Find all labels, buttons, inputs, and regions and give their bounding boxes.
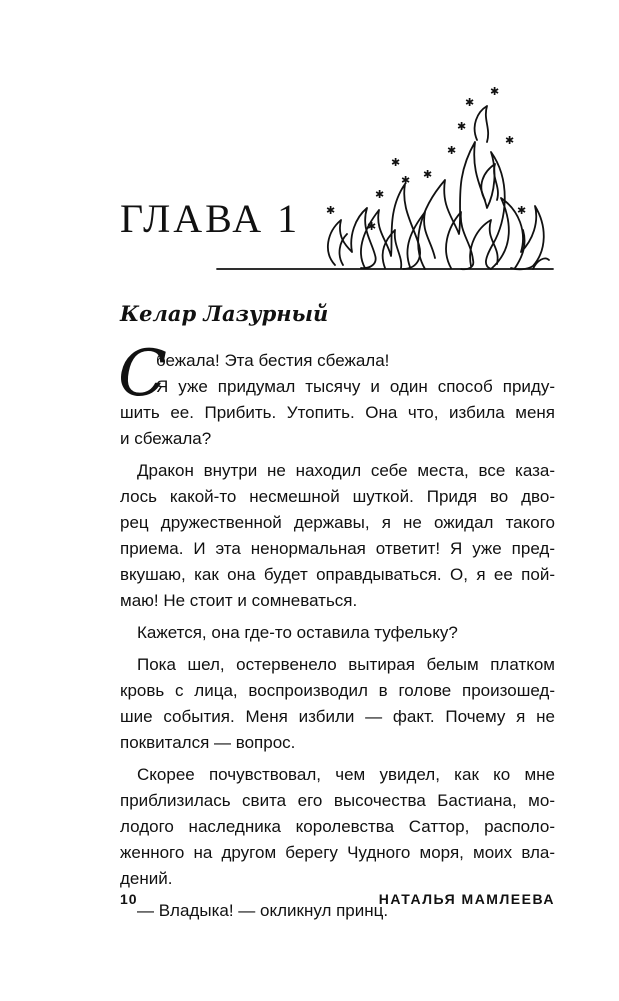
text-line: дений. (120, 869, 173, 888)
drop-cap: С (118, 337, 167, 411)
text-line: маю! Не стоит и сомневаться. (120, 591, 358, 610)
text-line: приема. И эта ненормальная ответит! Я уже пред- (120, 539, 555, 558)
text-line: Пока шел, остервенело вытирая белым платком (137, 655, 555, 674)
spark-icon: ✱ (505, 134, 515, 147)
spark-icon: ✱ (391, 156, 401, 169)
paragraph (118, 337, 555, 452)
paragraph (120, 620, 555, 646)
paragraph (120, 458, 555, 614)
text-line: поквитался — вопрос. (120, 733, 296, 752)
spark-icon: ✱ (457, 120, 467, 133)
text-line: Кажется, она где-то оставила туфельку? (137, 623, 458, 642)
spark-icon: ✱ (447, 144, 457, 157)
text-line: женного на другом берегу Чудного моря, моих вла- (120, 843, 555, 862)
text-line: лось какой-то несмешной шуткой. Придя во дво- (120, 487, 555, 506)
spark-icon: ✱ (517, 204, 527, 217)
text-line: бежала! Эта бестия сбежала! (156, 351, 390, 370)
text-line: шить ее. Прибить. Утопить. Она что, избила меня (120, 403, 555, 422)
text-line: рец дружественной державы, я не ожидал такого (120, 513, 555, 532)
spark-icon: ✱ (465, 96, 475, 109)
text-line: Я уже придумал тысячу и один способ приду- (156, 377, 555, 396)
spark-icon: ✱ (490, 85, 500, 98)
text-line: — Владыка! — окликнул принц. (137, 901, 389, 920)
chapter-title: ГЛАВА 1 (120, 196, 301, 241)
spark-icon: ✱ (367, 220, 377, 233)
text-line: и сбежала? (120, 429, 212, 448)
spark-icon: ✱ (326, 204, 336, 217)
spark-icon: ✱ (423, 168, 433, 181)
text-line: вкушаю, как она будет оправдываться. О, я ее пой- (120, 565, 555, 584)
text-line: Дракон внутри не находил себе места, все каза- (137, 461, 555, 480)
spark-icon: ✱ (375, 188, 385, 201)
paragraph (120, 652, 555, 756)
text-line: лодого наследника королевства Саттор, располо- (120, 817, 555, 836)
text-line: шие события. Меня избили — факт. Почему я не (120, 707, 555, 726)
chapter-body (118, 337, 555, 930)
narrator-heading: Келар Лазурный (120, 301, 329, 326)
spark-icon: ✱ (401, 174, 411, 187)
text-line: приблизилась свита его высочества Бастиана, мо- (120, 791, 555, 810)
paragraph (120, 762, 555, 892)
text-line: Скорее почувствовал, чем увидел, как ко мне (137, 765, 555, 784)
running-footer-author: НАТАЛЬЯ МАМЛЕЕВА (378, 891, 555, 907)
flames-icon (215, 80, 560, 275)
text-line: кровь с лица, воспроизводил в голове произошед- (120, 681, 555, 700)
page-number: 10 (120, 891, 138, 907)
